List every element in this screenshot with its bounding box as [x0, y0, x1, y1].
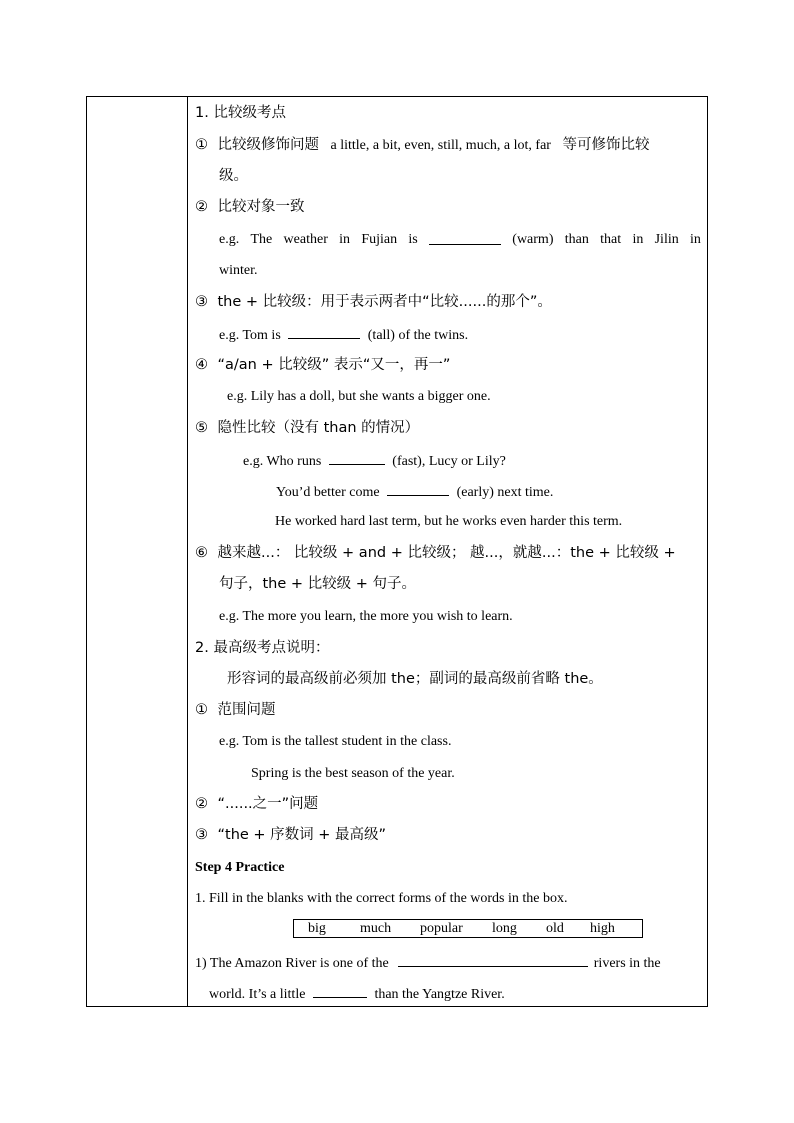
superlative-item-3-text: “the + 序数词 + 最高级” [217, 827, 387, 843]
question-1 [195, 952, 701, 974]
question-1-text: 1) The Amazon River is one of the [195, 956, 389, 971]
question-1-text-b: rivers in the [593, 956, 661, 971]
item-4-text: “a/an + 比较级” 表示“又一，再一” [217, 357, 451, 373]
item-1-words: a little, a bit, even, still, much, a lot, far [330, 138, 551, 153]
word-box-word: popular [420, 921, 463, 936]
lesson-table [86, 96, 708, 1007]
superlative-item-1-number: ① [195, 702, 208, 718]
answer-blank[interactable] [329, 450, 385, 465]
word-box-word: old [546, 921, 564, 936]
item-5-number: ⑤ [195, 420, 208, 436]
item-5 [195, 418, 419, 439]
word-box-word: big [308, 921, 326, 936]
example-2-word: Fujian [361, 232, 398, 247]
word-box [293, 919, 643, 938]
example-5b-text: You’d better come [276, 485, 380, 500]
word-box-word: long [492, 921, 517, 936]
section-1-title: 1. 比较级考点 [195, 105, 286, 121]
item-2-text: 比较对象一致 [217, 199, 305, 215]
question-1-text-c: world. It’s a little [209, 987, 306, 1002]
item-1-text: 比较级修饰问题 [217, 137, 319, 153]
section-2-note: 形容词的最高级前必须加 the；副词的最高级前省略 the。 [227, 671, 603, 687]
step-4-heading: Step 4 Practice [195, 860, 285, 875]
item-4-number: ④ [195, 357, 208, 373]
item-1-text-b: 等可修饰比较 [562, 137, 650, 153]
item-1-number: ① [195, 137, 208, 153]
practice-1-title: 1. Fill in the blanks with the correct forms of the words in the box. [195, 891, 568, 906]
example-2-word: in [690, 232, 701, 247]
example-5a-text: e.g. Who runs [243, 454, 322, 469]
superlative-example-1b: Spring is the best season of the year. [251, 766, 455, 781]
section-2-title: 2. 最高级考点说明： [195, 640, 330, 656]
item-3-text: the + 比较级：用于表示两者中“比较......的那个”。 [217, 294, 552, 310]
word-box-word: high [590, 921, 615, 936]
example-2-word: in [339, 232, 351, 247]
example-2-word: weather [283, 232, 328, 247]
example-2-word: (warm) [512, 232, 554, 247]
word-box-word: much [360, 921, 392, 936]
superlative-item-3-number: ③ [195, 827, 208, 843]
example-4: e.g. Lily has a doll, but she wants a bigger one. [227, 389, 491, 404]
question-1-cont [209, 983, 505, 1005]
example-2-end: winter. [219, 263, 258, 278]
example-5c: He worked hard last term, but he works even harder this term. [275, 514, 623, 529]
question-1-text-d: than the Yangtze River. [374, 987, 505, 1002]
superlative-item-2-number: ② [195, 796, 208, 812]
superlative-item-1 [195, 700, 276, 721]
example-5b [276, 481, 553, 503]
answer-blank[interactable] [387, 481, 449, 496]
item-4 [195, 355, 450, 376]
example-5a [243, 450, 506, 472]
answer-blank[interactable] [398, 952, 588, 967]
example-3-text-b: (tall) of the twins. [367, 328, 469, 343]
superlative-example-1a: e.g. Tom is the tallest student in the class. [219, 734, 452, 749]
example-2-word: Jilin [654, 232, 679, 247]
item-3 [195, 292, 552, 313]
superlative-item-3 [195, 825, 386, 846]
example-2-word: that [600, 232, 622, 247]
answer-blank[interactable] [313, 983, 367, 998]
item-6 [195, 543, 676, 564]
example-5b-text-b: (early) next time. [456, 485, 554, 500]
answer-blank[interactable] [288, 324, 360, 339]
example-5a-text-b: (fast), Lucy or Lily? [392, 454, 506, 469]
superlative-item-2 [195, 794, 318, 815]
answer-blank[interactable] [429, 230, 501, 245]
example-3-text: e.g. Tom is [219, 328, 281, 343]
superlative-item-1-text: 范围问题 [217, 702, 276, 718]
superlative-item-2-text: “......之一”问题 [217, 796, 319, 812]
example-3 [219, 324, 468, 346]
example-6: e.g. The more you learn, the more you wish to learn. [219, 609, 513, 624]
example-2-word: The [250, 232, 273, 247]
item-6-text-b: 句子，the + 比较级 + 句子。 [219, 576, 417, 592]
item-2-number: ② [195, 199, 208, 215]
item-1-text-c: 级。 [219, 168, 248, 184]
example-2-word: is [408, 232, 418, 247]
item-3-number: ③ [195, 294, 208, 310]
item-5-text: 隐性比较（没有 than 的情况） [217, 420, 420, 436]
item-6-number: ⑥ [195, 545, 208, 561]
example-2-word: e.g. [219, 232, 240, 247]
item-6-text: 越来越...： 比较级 + and + 比较级； 越...，就越...：the + 比较级 + [217, 545, 676, 561]
column-divider [187, 97, 188, 1006]
example-2 [219, 230, 701, 250]
example-2-word: than [564, 232, 589, 247]
item-1 [195, 135, 649, 156]
item-2 [195, 197, 305, 218]
example-2-word: in [632, 232, 644, 247]
